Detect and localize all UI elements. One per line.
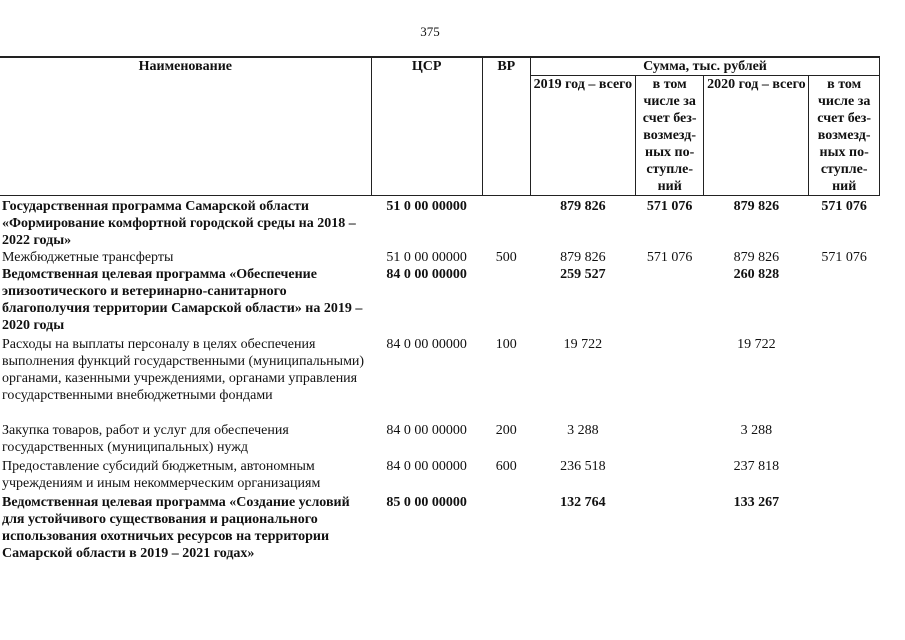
row-2020-free: 571 076 (821, 199, 867, 214)
row-2020-total: 133 267 (733, 495, 780, 510)
row-2020-total: 879 826 (733, 199, 780, 214)
row-2019-total: 19 722 (563, 337, 603, 352)
row-vr: 200 (495, 423, 517, 438)
row-2019-free (635, 266, 704, 336)
row-2020-free (809, 494, 880, 580)
header-2020-total: 2020 год – всего (704, 76, 809, 196)
row-2019-free (635, 422, 704, 458)
row-2020-total: 3 288 (740, 423, 773, 438)
row-2019-total: 879 826 (560, 250, 606, 265)
row-2019-total: 3 288 (567, 423, 599, 438)
row-name: Государственная программа Самарской области «Формирование комфортной городской среды на 2018 – 2022 годы» (2, 199, 356, 248)
row-2020-free (809, 458, 880, 494)
header-vr: ВР (482, 57, 530, 196)
row-name: Ведомственная целевая программа «Создание условий для устойчивого существования и рационального использования охотничьих ресурсов на территории Самарской области в 2019 – 2021 годах» (2, 495, 350, 561)
row-2019-total: 132 764 (560, 495, 606, 510)
row-2020-free (809, 336, 880, 422)
row-2020-total: 237 818 (733, 459, 780, 474)
row-csr: 84 0 00 00000 (386, 267, 467, 282)
row-csr: 85 0 00 00000 (386, 495, 467, 510)
row-name: Предоставление субсидий бюджетным, автономным учреждениям и иным некоммерческим организациям (2, 459, 321, 491)
row-vr (482, 196, 530, 250)
row-2020-free (809, 266, 880, 336)
page-number: 375 (420, 24, 440, 39)
row-2020-total: 260 828 (733, 267, 780, 282)
row-csr: 51 0 00 00000 (386, 199, 467, 214)
row-2020-free: 571 076 (821, 250, 867, 265)
table-row (0, 249, 880, 266)
row-2019-total: 259 527 (560, 267, 606, 282)
row-name: Расходы на выплаты персоналу в целях обеспечения выполнения функций государственными (муниципальными) органами, казенными учреждениями, органами управления государственными внебюджетными фондами (2, 337, 365, 403)
table-row (0, 196, 880, 250)
row-2019-free: 571 076 (646, 250, 693, 265)
header-name: Наименование (0, 57, 371, 196)
row-2019-free (635, 336, 704, 422)
row-2019-free (635, 494, 704, 580)
row-vr: 500 (495, 250, 517, 265)
row-vr (482, 266, 530, 336)
row-2019-free: 571 076 (646, 199, 693, 214)
row-vr: 600 (495, 459, 517, 474)
row-2019-free (635, 458, 704, 494)
row-2020-total: 879 826 (733, 250, 780, 265)
header-2019-total: 2019 год – всего (530, 76, 635, 196)
row-2019-total: 236 518 (560, 459, 606, 474)
row-name: Закупка товаров, работ и услуг для обеспечения государственных (муниципальных) нужд (2, 423, 289, 455)
row-csr: 84 0 00 00000 (386, 423, 467, 438)
row-name: Межбюджетные трансферты (2, 250, 174, 265)
row-csr: 84 0 00 00000 (386, 459, 467, 474)
row-2020-total: 19 722 (737, 337, 776, 352)
table-row (0, 422, 880, 458)
table-row (0, 458, 880, 494)
budget-table (0, 56, 880, 580)
header-2019-free: в том числе за счет без-возмезд-ных по-ступле-ний (635, 76, 704, 196)
header-2020-free: в том числе за счет без-возмезд-ных по-ступле-ний (809, 76, 880, 196)
row-2020-free (809, 422, 880, 458)
row-csr: 51 0 00 00000 (386, 250, 467, 265)
header-sum-group: Сумма, тыс. рублей (530, 57, 879, 76)
row-name: Ведомственная целевая программа «Обеспечение эпизоотического и ветеринарно-санитарного благополучия территории Самарской области» на 2019 – 2020 годы (2, 267, 363, 333)
row-2019-total: 879 826 (560, 199, 606, 214)
table-row (0, 494, 880, 580)
table-row (0, 336, 880, 422)
row-vr: 100 (495, 337, 517, 352)
table-header (0, 57, 880, 196)
table-row (0, 266, 880, 336)
row-vr (482, 494, 530, 580)
header-csr: ЦСР (371, 57, 482, 196)
row-csr: 84 0 00 00000 (386, 337, 467, 352)
